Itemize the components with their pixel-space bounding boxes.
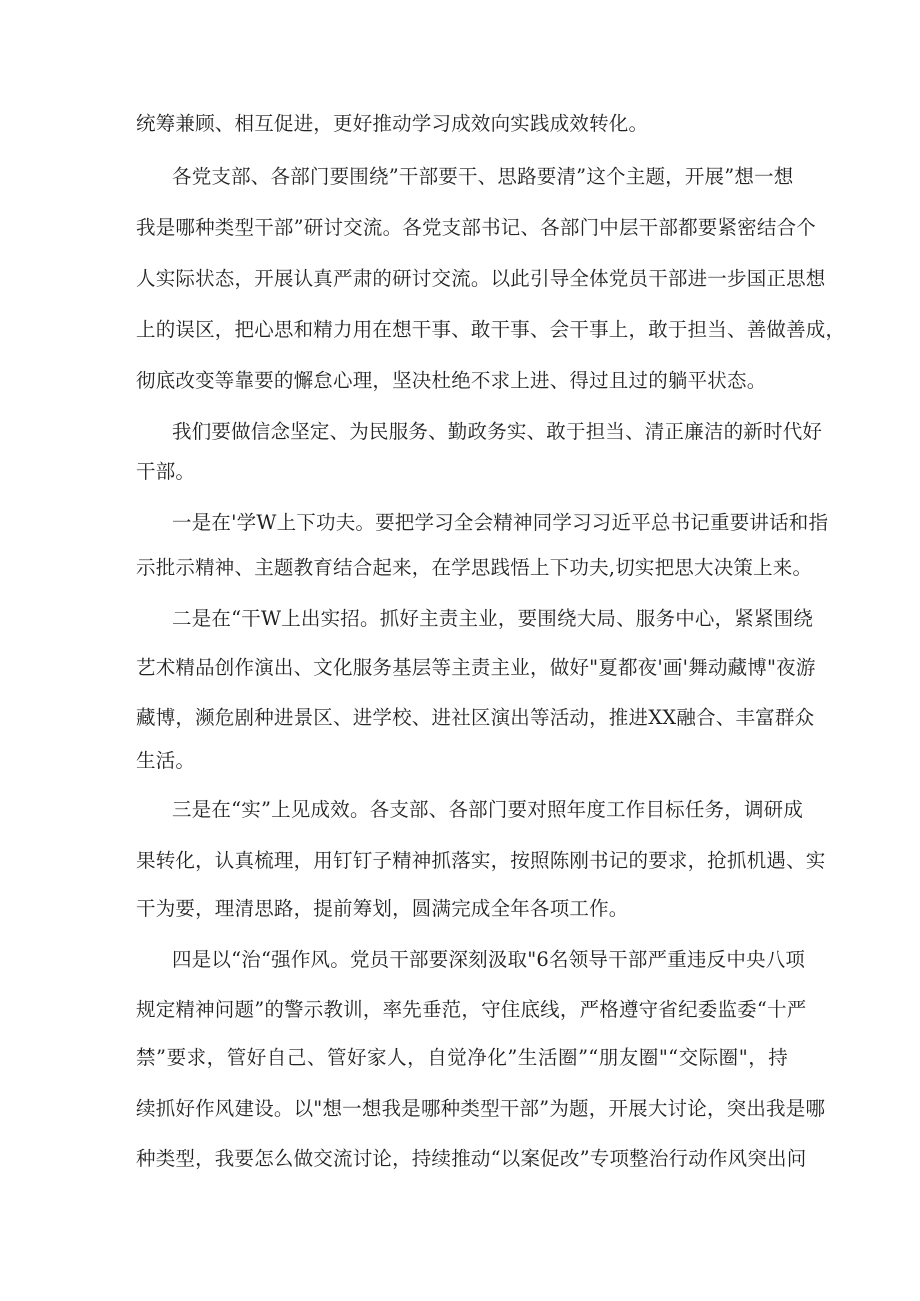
- paragraph-first-line: 我们要做信念坚定、为民服务、勤政务实、敢于担当、清正廉洁的新时代好: [172, 420, 823, 443]
- text-line: 上的误区，把心思和精力用在想干事、敢干事、会干事上，敢于担当、善做善成，: [136, 318, 846, 341]
- text-line: 统筹兼顾、相互促进，更好推动学习成效向实践成效转化。: [136, 112, 649, 135]
- text-line: 干部。: [136, 460, 196, 483]
- text-line: 示批示精神、主题教育结合起来，在学思践悟上下功夫,切实把思大决策上来。: [136, 556, 813, 579]
- text-line: 彻底改变等靠要的懈怠心理，坚决杜绝不求上进、得过且过的躺平状态。: [136, 369, 767, 392]
- text-line: 规定精神问题”的警示教训，率先垂范，守住底线，严格遵守省纪委监委“十严: [136, 998, 807, 1021]
- text-line: 人实际状态，开展认真严肃的研讨交流。以此引导全体党员干部进一步国正思想: [136, 267, 826, 290]
- text-line: 艺术精品创作演出、文化服务基层等主责主业，做好"夏都夜'画'舞动藏博"夜游: [136, 656, 816, 679]
- paragraph-first-line: 一是在'学W上下功夫。要把学习全会精神同学习习近平总书记重要讲话和指: [172, 511, 829, 534]
- text-line: 生活。: [136, 749, 196, 772]
- paragraph-first-line: 三是在“实”上见成效。各支部、各部门要对照年度工作目标任务，调研成: [172, 798, 804, 821]
- paragraph-first-line: 各党支部、各部门要围绕”干部要干、思路要清”这个主题，开展”想一想: [172, 165, 794, 188]
- paragraph-first-line: 二是在“干W上出实招。抓好主责主业，要围绕大局、服务中心，紧紧围绕: [172, 607, 814, 630]
- text-line: 续抓好作风建设。以"想一想我是哪种类型干部”为题，开展大讨论，突出我是哪: [136, 1097, 826, 1120]
- text-line: 禁”要求，管好自己、管好家人，自觉净化”生活圈”“朋友圈"“交际圈"，持: [136, 1046, 788, 1069]
- text-line: 我是哪种类型干部”研讨交流。各党支部书记、各部门中层干部都要紧密结合个: [136, 216, 816, 239]
- text-line: 干为要，理清思路，提前筹划，圆满完成全年各项工作。: [136, 897, 629, 920]
- text-line: 种类型，我要怎么做交流讨论，持续推动“以案促改”专项整治行动作风突出问: [136, 1147, 807, 1170]
- paragraph-first-line: 四是以“治“强作风。党员干部要深刻汲取"6名领导干部严重违反中央八项: [172, 948, 806, 971]
- text-line: 果转化，认真梳理，用钉钉子精神抓落实，按照陈刚书记的要求，抢抓机遇、实: [136, 849, 826, 872]
- text-line: 藏博，濒危剧种进景区、进学校、进社区演出等活动，推进XX融合、丰富群众: [136, 706, 815, 729]
